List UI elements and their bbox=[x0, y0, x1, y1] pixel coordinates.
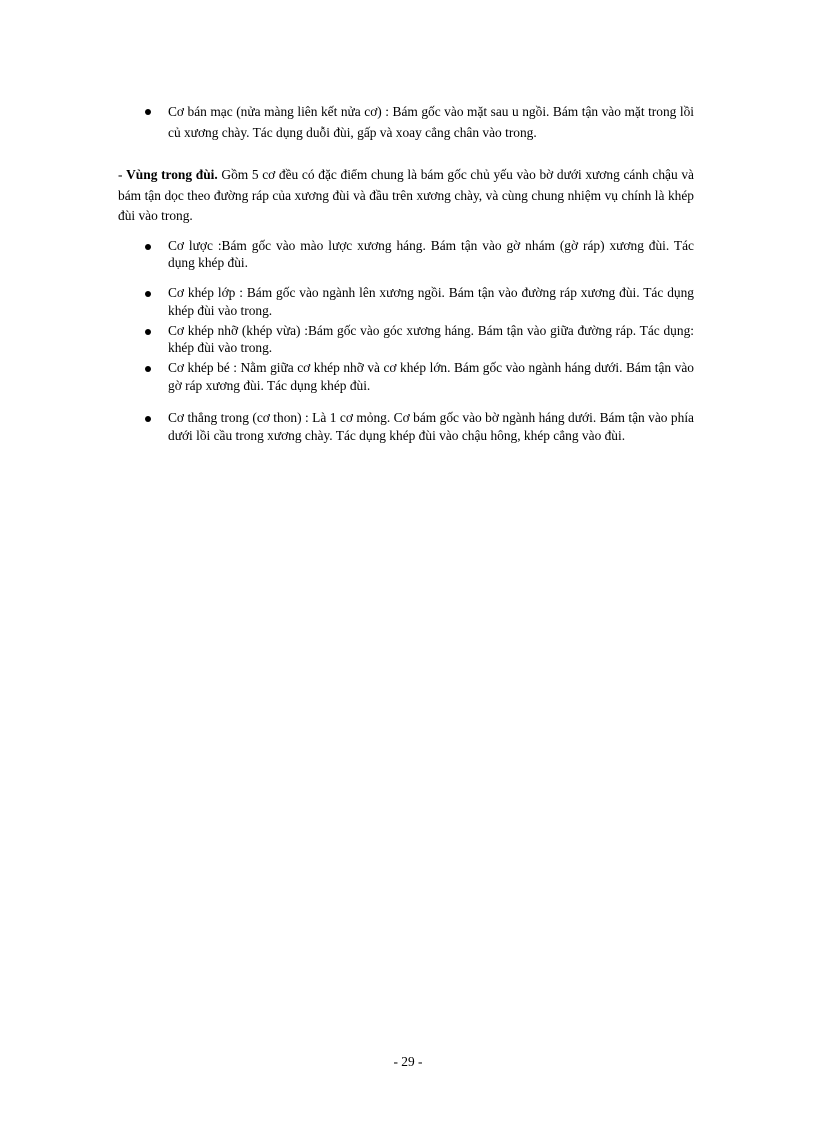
section-prefix: - bbox=[118, 167, 127, 182]
list-item bbox=[118, 102, 694, 143]
list-item-text: Cơ khép lớp : Bám gốc vào ngành lên xương ngồi. Bám tận vào đường ráp xương đùi. Tác dụng khép đùi vào trong. bbox=[168, 285, 694, 318]
top-bullet-list bbox=[118, 102, 694, 143]
list-item-text: Cơ thẳng trong (cơ thon) : Là 1 cơ mỏng. Cơ bám gốc vào bờ ngành háng dưới. Bám tận vào phía dưới lồi cầu trong xương chày. Tác dụng khép đùi vào chậu hông, khép cẳng vào đùi. bbox=[168, 409, 694, 443]
list-item bbox=[118, 237, 694, 273]
bullet-icon bbox=[145, 291, 151, 297]
list-item bbox=[118, 409, 694, 445]
bullet-icon bbox=[145, 416, 151, 422]
bullet-icon bbox=[145, 366, 151, 372]
bullet-icon bbox=[145, 329, 151, 335]
section-body: Gồm 5 cơ đều có đặc điểm chung là bám gốc chủ yếu vào bờ dưới xương cánh chậu và bám tận dọc theo đường ráp của xương đùi và đầu trên xương chày, và cùng chung nhiệm vụ chính là khép đùi vào trong. bbox=[118, 167, 694, 223]
list-item-text: Cơ bán mạc (nửa màng liên kết nửa cơ) : Bám gốc vào mặt sau u ngồi. Bám tận vào mặt trong lồi củ xương chày. Tác dụng duỗi đùi, gấp và xoay cẳng chân vào trong. bbox=[168, 104, 694, 140]
list-item-text: Cơ khép bé : Nằm giữa cơ khép nhỡ và cơ khép lớn. Bám gốc vào ngành háng dưới. Bám tận vào gờ ráp xương đùi. Tác dụng khép đùi. bbox=[168, 360, 694, 394]
muscle-bullet-list bbox=[118, 237, 694, 445]
list-item-text: Cơ khép nhỡ (khép vừa) :Bám gốc vào góc xương háng. Bám tận vào giữa đường ráp. Tác dụng: khép đùi vào trong. bbox=[168, 322, 694, 356]
list-item bbox=[118, 284, 694, 320]
section-heading: Vùng trong đùi. bbox=[126, 167, 218, 182]
bullet-icon bbox=[145, 109, 151, 115]
section-paragraph bbox=[118, 165, 694, 227]
bullet-icon bbox=[145, 244, 151, 250]
list-item bbox=[118, 359, 694, 395]
page-number: - 29 - bbox=[393, 1054, 423, 1069]
list-item bbox=[118, 322, 694, 358]
page-content bbox=[118, 102, 694, 444]
list-item-text: Cơ lược :Bám gốc vào mào lược xương háng. Bám tận vào gờ nhám (gờ ráp) xương đùi. Tác dụng khép đùi. bbox=[168, 237, 694, 271]
